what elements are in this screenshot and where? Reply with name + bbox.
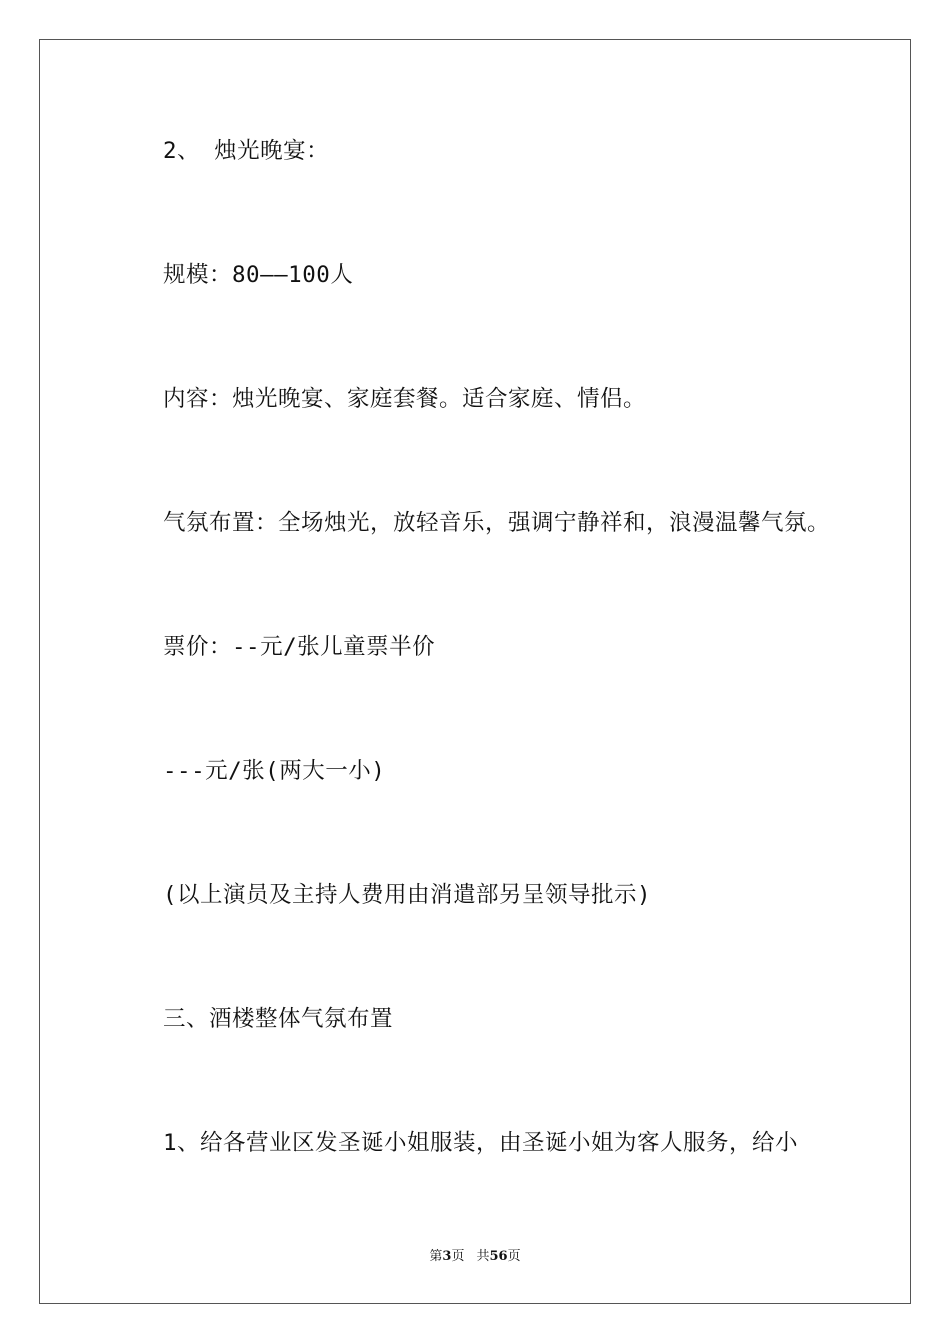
scale-line: 规模：80——100人	[163, 262, 354, 288]
family-ticket-line: ---元/张(两大一小)	[163, 758, 386, 784]
content-line: 内容：烛光晚宴、家庭套餐。适合家庭、情侣。	[163, 386, 647, 412]
item-one-line: 1、给各营业区发圣诞小姐服装，由圣诞小姐为客人服务，给小	[163, 1130, 799, 1156]
footer-page-prefix: 第	[429, 1249, 443, 1264]
footer-page-suffix: 页	[451, 1249, 465, 1264]
footer-total-pages: 56	[489, 1249, 508, 1264]
section-heading-overall-atmosphere: 三、酒楼整体气氛布置	[163, 1006, 394, 1032]
page-border	[39, 39, 911, 1304]
footer-total-suffix: 页	[507, 1249, 521, 1264]
atmosphere-line: 气氛布置：全场烛光，放轻音乐，强调宁静祥和，浪漫温馨气氛。	[163, 510, 831, 536]
footer-page-number: 3	[442, 1249, 452, 1264]
note-line: (以上演员及主持人费用由消遣部另呈领导批示)	[163, 882, 652, 908]
footer-total-prefix: 共	[476, 1249, 490, 1264]
page-footer	[0, 1248, 950, 1266]
section-heading-candlelight-dinner: 2、 烛光晚宴：	[163, 138, 330, 164]
ticket-price-line: 票价：--元/张儿童票半价	[163, 634, 436, 660]
